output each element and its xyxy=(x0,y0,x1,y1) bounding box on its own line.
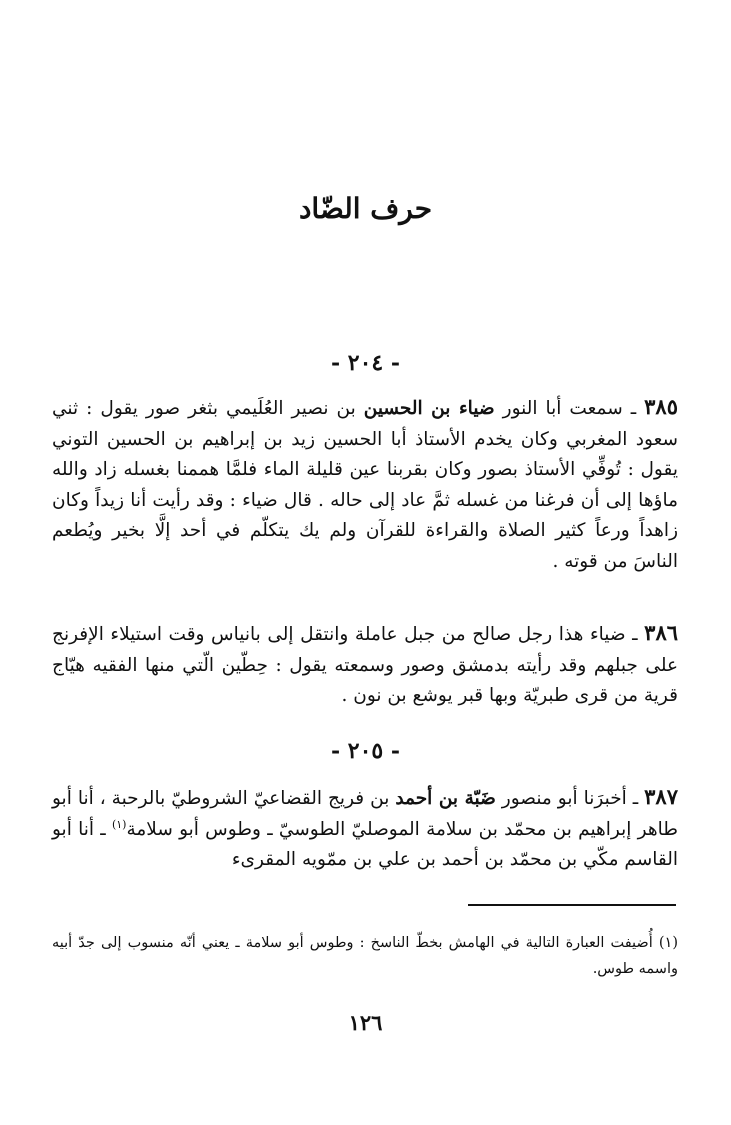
section-number-204: - ٢٠٤ - xyxy=(330,350,401,376)
entry-number: ٣٨٦ xyxy=(644,620,679,645)
entry-number: ٣٨٥ xyxy=(644,394,678,419)
entry-385 xyxy=(52,392,678,577)
entry-text: بن نصير العُلَيمي بثغر صور يقول : ثني سعود المغربي وكان يخدم الأستاذ أبا الحسين زيد بن إبراهيم بن الحسين التوني يقول : تُوفِّي الأستاذ بصور وكان بقربنا عين قليلة الماء فلمَّا هممنا بغسله زاد والله ماؤها إلى أن فرغنا من غسله ثمَّ عاد إلى حاله . قال ضياء : وقد رأيت أنا زيداً وكان زاهداً ورعاً كثير الصلاة والقراءة للقرآن ولم يك يتكلّم في أحد إلَّا بخير ويُطعم الناسَ من قوته . xyxy=(52,398,678,572)
entry-dash: ـ xyxy=(626,788,645,809)
page-number: ١٢٦ xyxy=(348,1010,383,1035)
entry-subject-name: ضياء بن الحسين xyxy=(363,398,495,419)
entry-subject-name: ضَبّة بن أحمد xyxy=(395,788,496,809)
footnote: (١) أُضيفت العبارة التالية في الهامش بخطّ الناسخ : وطوس أبو سلامة ـ يعني أنّه منسوب إلى جدّ أبيه واسمه طوس. xyxy=(52,935,678,977)
entry-text-pre: أخبرَنا أبو منصور xyxy=(495,788,627,809)
section-number-205: - ٢٠٥ - xyxy=(330,738,401,764)
entry-text: بن فريج القضاعيّ الشروطيّ بالرحبة ، أنا أبو طاهر إبراهيم بن محمّد بن سلامة الموصليّ الطوسيّ ـ وطوس أبو سلامة xyxy=(52,788,678,840)
footnote-divider xyxy=(468,904,676,906)
entry-text-continued: ـ أنا أبو القاسم مكّي بن محمّد بن أحمد بن علي بن ممّويه المقرىء xyxy=(52,818,678,870)
footnote-reference: (١) xyxy=(111,817,127,831)
entry-dash: ـ xyxy=(622,398,645,419)
entry-386 xyxy=(52,618,678,712)
chapter-title: حرف الضّاد xyxy=(298,192,433,225)
entry-text-pre: سمعت أبا النور xyxy=(494,398,623,419)
entry-387 xyxy=(52,782,678,876)
entry-text: ضياء هذا رجل صالح من جبل عاملة وانتقل إلى بانياس وقت استيلاء الإفرنج على جبلهم وقد رأيته بدمشق وصور وسمعته يقول : حِطّين الّتي منها الفقيه هيّاج قرية من قرى طبريّة وبها قبر يوشع بن نون . xyxy=(52,624,678,706)
entry-dash: ـ xyxy=(625,624,645,645)
entry-number: ٣٨٧ xyxy=(644,784,678,809)
